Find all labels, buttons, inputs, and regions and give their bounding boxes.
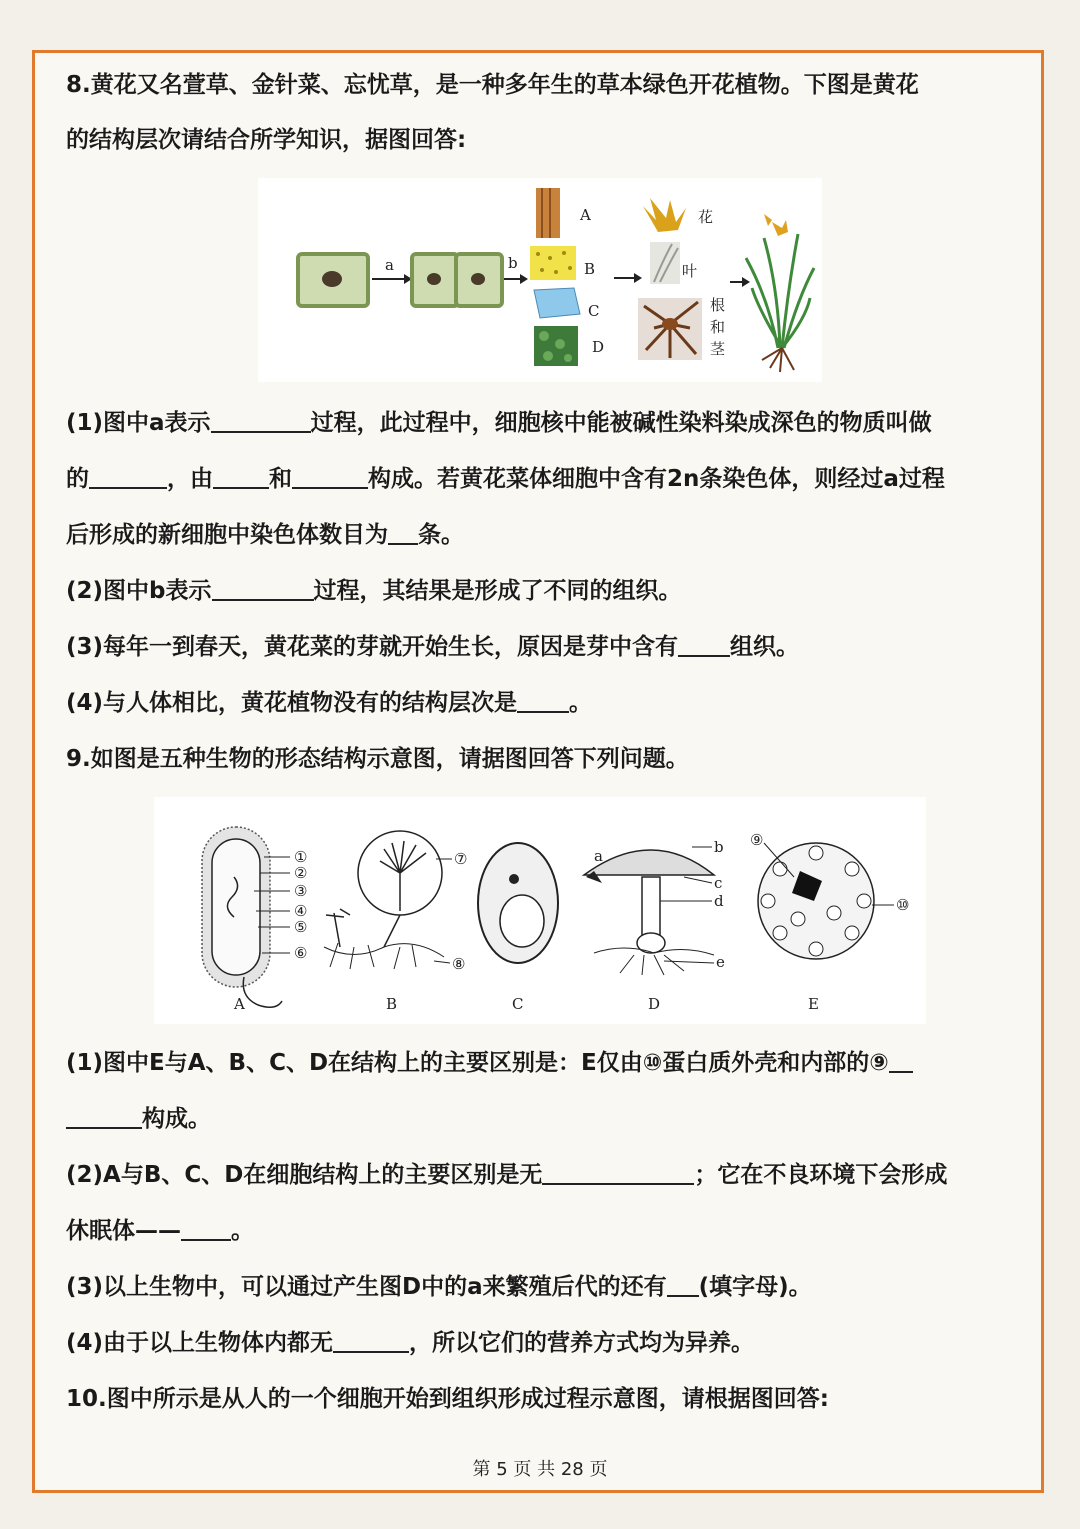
q9-blank-genetic-material-1[interactable] (889, 1049, 913, 1073)
organism-label-a: A (234, 995, 245, 1013)
svg-text:B: B (584, 260, 596, 278)
svg-text:⑩: ⑩ (896, 896, 910, 914)
q8-blank-process-a[interactable] (211, 409, 311, 433)
organism-label-d: D (648, 995, 661, 1013)
svg-text:C: C (588, 302, 600, 320)
svg-text:⑨: ⑨ (750, 831, 764, 849)
page-footer: 第 5 页 共 28 页 (472, 1459, 608, 1480)
q9-blank-dormant-body[interactable] (181, 1217, 231, 1241)
divided-cells (412, 254, 502, 306)
organism-label-e: E (808, 995, 819, 1013)
svg-text:根: 根 (710, 296, 726, 314)
svg-text:c: c (714, 874, 723, 892)
q8-intro-line2: 的结构层次请结合所学知识，据图回答: (66, 127, 467, 153)
whole-plant (746, 214, 814, 372)
svg-text:①: ① (294, 848, 308, 866)
svg-text:和: 和 (710, 318, 726, 336)
tissue-c (534, 288, 599, 320)
organism-d-mushroom (584, 838, 725, 975)
q8-blank-tissue[interactable] (678, 633, 730, 657)
q8-p1-line3: 后形成的新细胞中染色体数目为 条。 (66, 522, 464, 548)
q9-p2-line2: 休眠体—— 。 (66, 1218, 254, 1244)
svg-text:叶: 叶 (682, 262, 698, 280)
q8-blank-process-b[interactable] (212, 577, 314, 601)
q8-blank-structure-level[interactable] (517, 689, 569, 713)
arrow-to-organs (614, 273, 642, 283)
q9-p4: (4)由于以上生物体内都无 ，所以它们的营养方式均为异养。 (66, 1330, 755, 1356)
svg-text:⑧: ⑧ (452, 955, 466, 973)
svg-text:③: ③ (294, 882, 308, 900)
svg-text:⑥: ⑥ (294, 944, 308, 962)
q8-p4: (4)与人体相比，黄花植物没有的结构层次是 。 (66, 690, 593, 716)
svg-text:a: a (594, 847, 603, 865)
q9-p1-line1: (1)图中E与A、B、C、D在结构上的主要区别是：E仅由⑩蛋白质外壳和内部的⑨ (66, 1048, 913, 1078)
organ-flower (643, 198, 713, 232)
arrow-to-plant (730, 277, 750, 287)
svg-text:⑤: ⑤ (294, 918, 308, 936)
arrow-a (372, 256, 412, 284)
organism-label-b: B (386, 995, 398, 1013)
plant-structure-figure (258, 178, 822, 382)
q8-blank-chromosome-count[interactable] (388, 521, 418, 545)
q8-p1-line1: (1)图中a表示 过程，此过程中，细胞核中能被碱性染料染成深色的物质叫做 (66, 410, 932, 436)
q8-p1-line2: 的 ，由 和 构成。若黄花菜体细胞中含有2n条染色体，则经过a过程 (66, 466, 945, 492)
q9-p2-line1: (2)A与B、C、D在细胞结构上的主要区别是无 ；它在不良环境下会形成 (66, 1162, 948, 1188)
q9-blank-chloroplast[interactable] (333, 1329, 409, 1353)
tissue-d (534, 326, 604, 366)
single-cell (298, 254, 368, 306)
q9-p1-line2: 构成。 (66, 1104, 211, 1134)
svg-text:⑦: ⑦ (454, 850, 468, 868)
tissue-b (530, 246, 595, 280)
svg-text:b: b (714, 838, 724, 856)
svg-text:e: e (716, 953, 725, 971)
organism-c-yeast (478, 843, 558, 963)
q9-blank-nucleus[interactable] (542, 1161, 694, 1185)
q8-p3: (3)每年一到春天，黄花菜的芽就开始生长，原因是芽中含有 组织。 (66, 634, 800, 660)
organ-root-stem (638, 296, 727, 360)
organism-b-mold (324, 831, 467, 973)
q8-p2: (2)图中b表示 过程，其结果是形成了不同的组织。 (66, 578, 682, 604)
q8-blank-component-2[interactable] (292, 465, 368, 489)
svg-text:④: ④ (294, 902, 308, 920)
svg-text:②: ② (294, 864, 308, 882)
five-organisms-figure (154, 797, 926, 1024)
svg-text:茎: 茎 (710, 340, 726, 358)
organism-e-virus (750, 831, 909, 959)
organism-label-c: C (512, 995, 524, 1013)
svg-text:b: b (508, 254, 518, 272)
svg-text:d: d (714, 892, 724, 910)
organism-a-bacterium (202, 827, 307, 1007)
q9-intro: 9.如图是五种生物的形态结构示意图，请据图回答下列问题。 (66, 746, 689, 772)
q9-blank-letter[interactable] (667, 1273, 699, 1297)
q8-intro-line1: 8.黄花又名萱草、金针菜、忘忧草，是一种多年生的草本绿色开花植物。下图是黄花 (66, 72, 919, 98)
q8-blank-stained-substance[interactable] (89, 465, 167, 489)
arrow-b (504, 254, 528, 284)
svg-text:花: 花 (698, 208, 714, 226)
organ-leaf (650, 242, 697, 284)
svg-text:a: a (385, 256, 394, 274)
q10-intro: 10.图中所示是从人的一个细胞开始到组织形成过程示意图，请根据图回答: (66, 1386, 829, 1412)
q9-p3: (3)以上生物中，可以通过产生图D中的a来繁殖后代的还有 (填字母)。 (66, 1274, 812, 1300)
q9-blank-genetic-material-2[interactable] (66, 1105, 142, 1129)
tissue-a (536, 188, 591, 238)
svg-text:D: D (592, 338, 605, 356)
q8-blank-component-1[interactable] (213, 465, 269, 489)
svg-text:A: A (580, 206, 591, 224)
